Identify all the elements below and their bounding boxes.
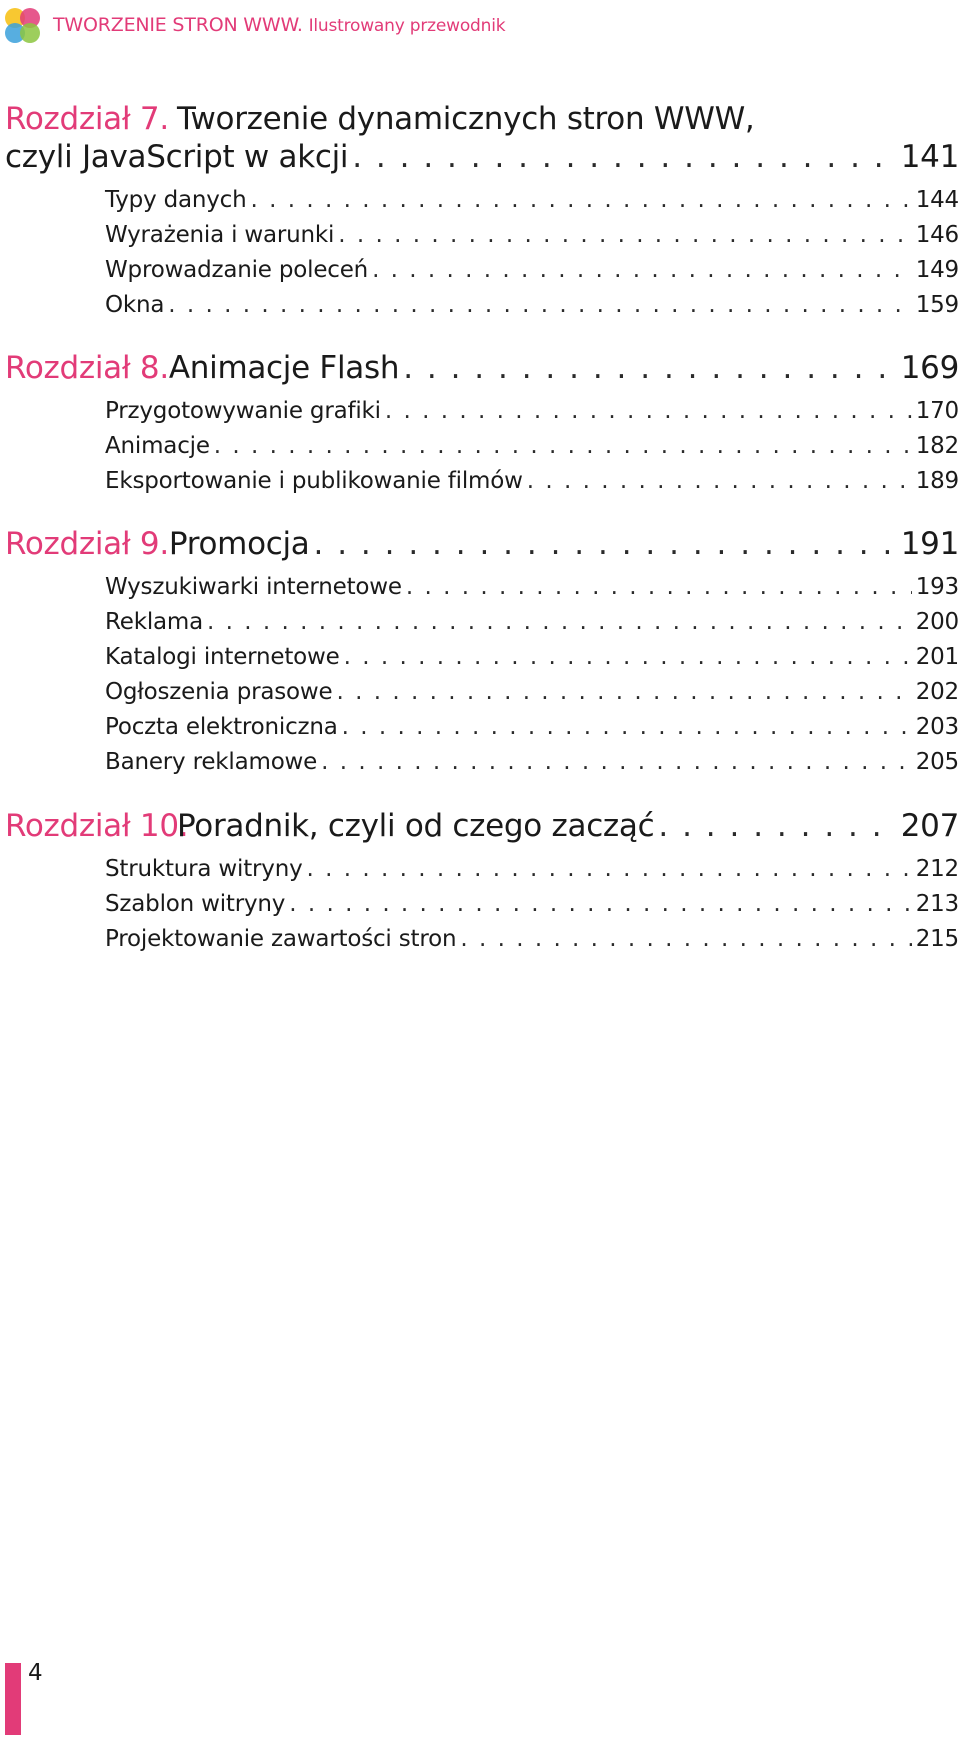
chapter-label: Rozdział 9.	[5, 526, 169, 562]
entry-page: 144	[915, 187, 959, 213]
entry-title: Wprowadzanie poleceń	[105, 257, 369, 283]
leader-dots	[207, 609, 912, 635]
chapter-10[interactable]	[5, 808, 959, 844]
chapter-title: Poradnik, czyli od czego zacząć	[177, 808, 655, 844]
leader-dots	[658, 808, 896, 844]
entry-title: Katalogi internetowe	[105, 644, 340, 670]
entry-page: 201	[915, 644, 959, 670]
entry-title: Przygotowywanie grafiki	[105, 398, 381, 424]
leader-dots	[336, 679, 911, 705]
entry-page: 215	[915, 926, 959, 952]
leader-dots	[403, 350, 897, 386]
chapter-page: 191	[900, 526, 959, 562]
toc-entry[interactable]	[105, 187, 959, 219]
entry-page: 200	[915, 609, 959, 635]
chapter-page: 169	[900, 350, 959, 386]
entry-title: Wyszukiwarki internetowe	[105, 574, 402, 600]
leader-dots	[168, 292, 911, 318]
entry-title: Eksportowanie i publikowanie filmów	[105, 468, 523, 494]
toc-entry[interactable]	[105, 292, 959, 324]
header-title-block	[53, 14, 505, 36]
entry-title: Szablon witryny	[105, 891, 286, 917]
entry-title: Wyrażenia i warunki	[105, 222, 335, 248]
entry-page: 202	[915, 679, 959, 705]
entry-page: 213	[915, 891, 959, 917]
toc-entry[interactable]	[105, 856, 959, 888]
leader-dots	[314, 526, 897, 562]
entry-page: 146	[915, 222, 959, 248]
chapter-label: Rozdział 8.	[5, 350, 169, 386]
leader-dots	[406, 574, 912, 600]
entry-title: Poczta elektroniczna	[105, 714, 338, 740]
toc-entry[interactable]	[105, 644, 959, 676]
entry-page: 212	[915, 856, 959, 882]
entry-page: 189	[915, 468, 959, 494]
entry-title: Typy danych	[105, 187, 247, 213]
toc-entry[interactable]	[105, 433, 959, 465]
entry-page: 159	[915, 292, 959, 318]
leader-dots	[344, 644, 912, 670]
leader-dots	[372, 257, 912, 283]
toc-entry[interactable]	[105, 257, 959, 289]
leader-dots	[338, 222, 911, 248]
book-title: TWORZENIE STRON WWW.	[53, 14, 303, 36]
toc-entry[interactable]	[105, 398, 959, 430]
entry-title: Animacje	[105, 433, 210, 459]
toc-entry[interactable]	[105, 574, 959, 606]
leader-dots	[460, 926, 911, 952]
entry-title: Okna	[105, 292, 165, 318]
leader-dots	[527, 468, 912, 494]
leader-dots	[307, 856, 912, 882]
chapter-9[interactable]	[5, 526, 959, 562]
toc-entry[interactable]	[105, 749, 959, 781]
leader-dots	[342, 714, 912, 740]
chapter-label: Rozdział 7.	[5, 101, 169, 137]
entry-title: Struktura witryny	[105, 856, 303, 882]
book-logo-icon	[4, 7, 41, 44]
leader-dots	[251, 187, 912, 213]
toc-entry[interactable]	[105, 891, 959, 923]
entry-title: Projektowanie zawartości stron	[105, 926, 457, 952]
toc-entry[interactable]	[105, 222, 959, 254]
entry-title: Reklama	[105, 609, 204, 635]
entry-title: Ogłoszenia prasowe	[105, 679, 333, 705]
toc-entry[interactable]	[105, 679, 959, 711]
page-edge-marker	[5, 1663, 21, 1735]
entry-page: 170	[915, 398, 959, 424]
leader-dots	[352, 139, 897, 175]
leader-dots	[385, 398, 912, 424]
chapter-title-continued: czyli JavaScript w akcji	[5, 139, 349, 175]
entry-page: 193	[915, 574, 959, 600]
chapter-title: Animacje Flash	[168, 350, 400, 386]
entry-page: 182	[915, 433, 959, 459]
toc-entry[interactable]	[105, 926, 959, 958]
entry-page: 149	[915, 257, 959, 283]
leader-dots	[214, 433, 912, 459]
toc-entry[interactable]	[105, 468, 959, 500]
leader-dots	[321, 749, 912, 775]
chapter-page: 141	[900, 139, 959, 175]
page-number: 4	[28, 1660, 43, 1686]
chapter-page: 207	[900, 808, 959, 844]
chapter-label: Rozdział 10.	[5, 808, 189, 844]
chapter-title: Promocja	[168, 526, 310, 562]
entry-page: 205	[915, 749, 959, 775]
chapter-8[interactable]	[5, 350, 959, 386]
entry-title: Banery reklamowe	[105, 749, 318, 775]
chapter-title: Tworzenie dynamicznych stron WWW,	[177, 101, 755, 137]
page-header	[4, 5, 505, 45]
entry-page: 203	[915, 714, 959, 740]
toc-entry[interactable]	[105, 609, 959, 641]
leader-dots	[289, 891, 911, 917]
chapter-7[interactable]	[5, 101, 959, 175]
book-subtitle: Ilustrowany przewodnik	[308, 16, 506, 36]
toc-entry[interactable]	[105, 714, 959, 746]
